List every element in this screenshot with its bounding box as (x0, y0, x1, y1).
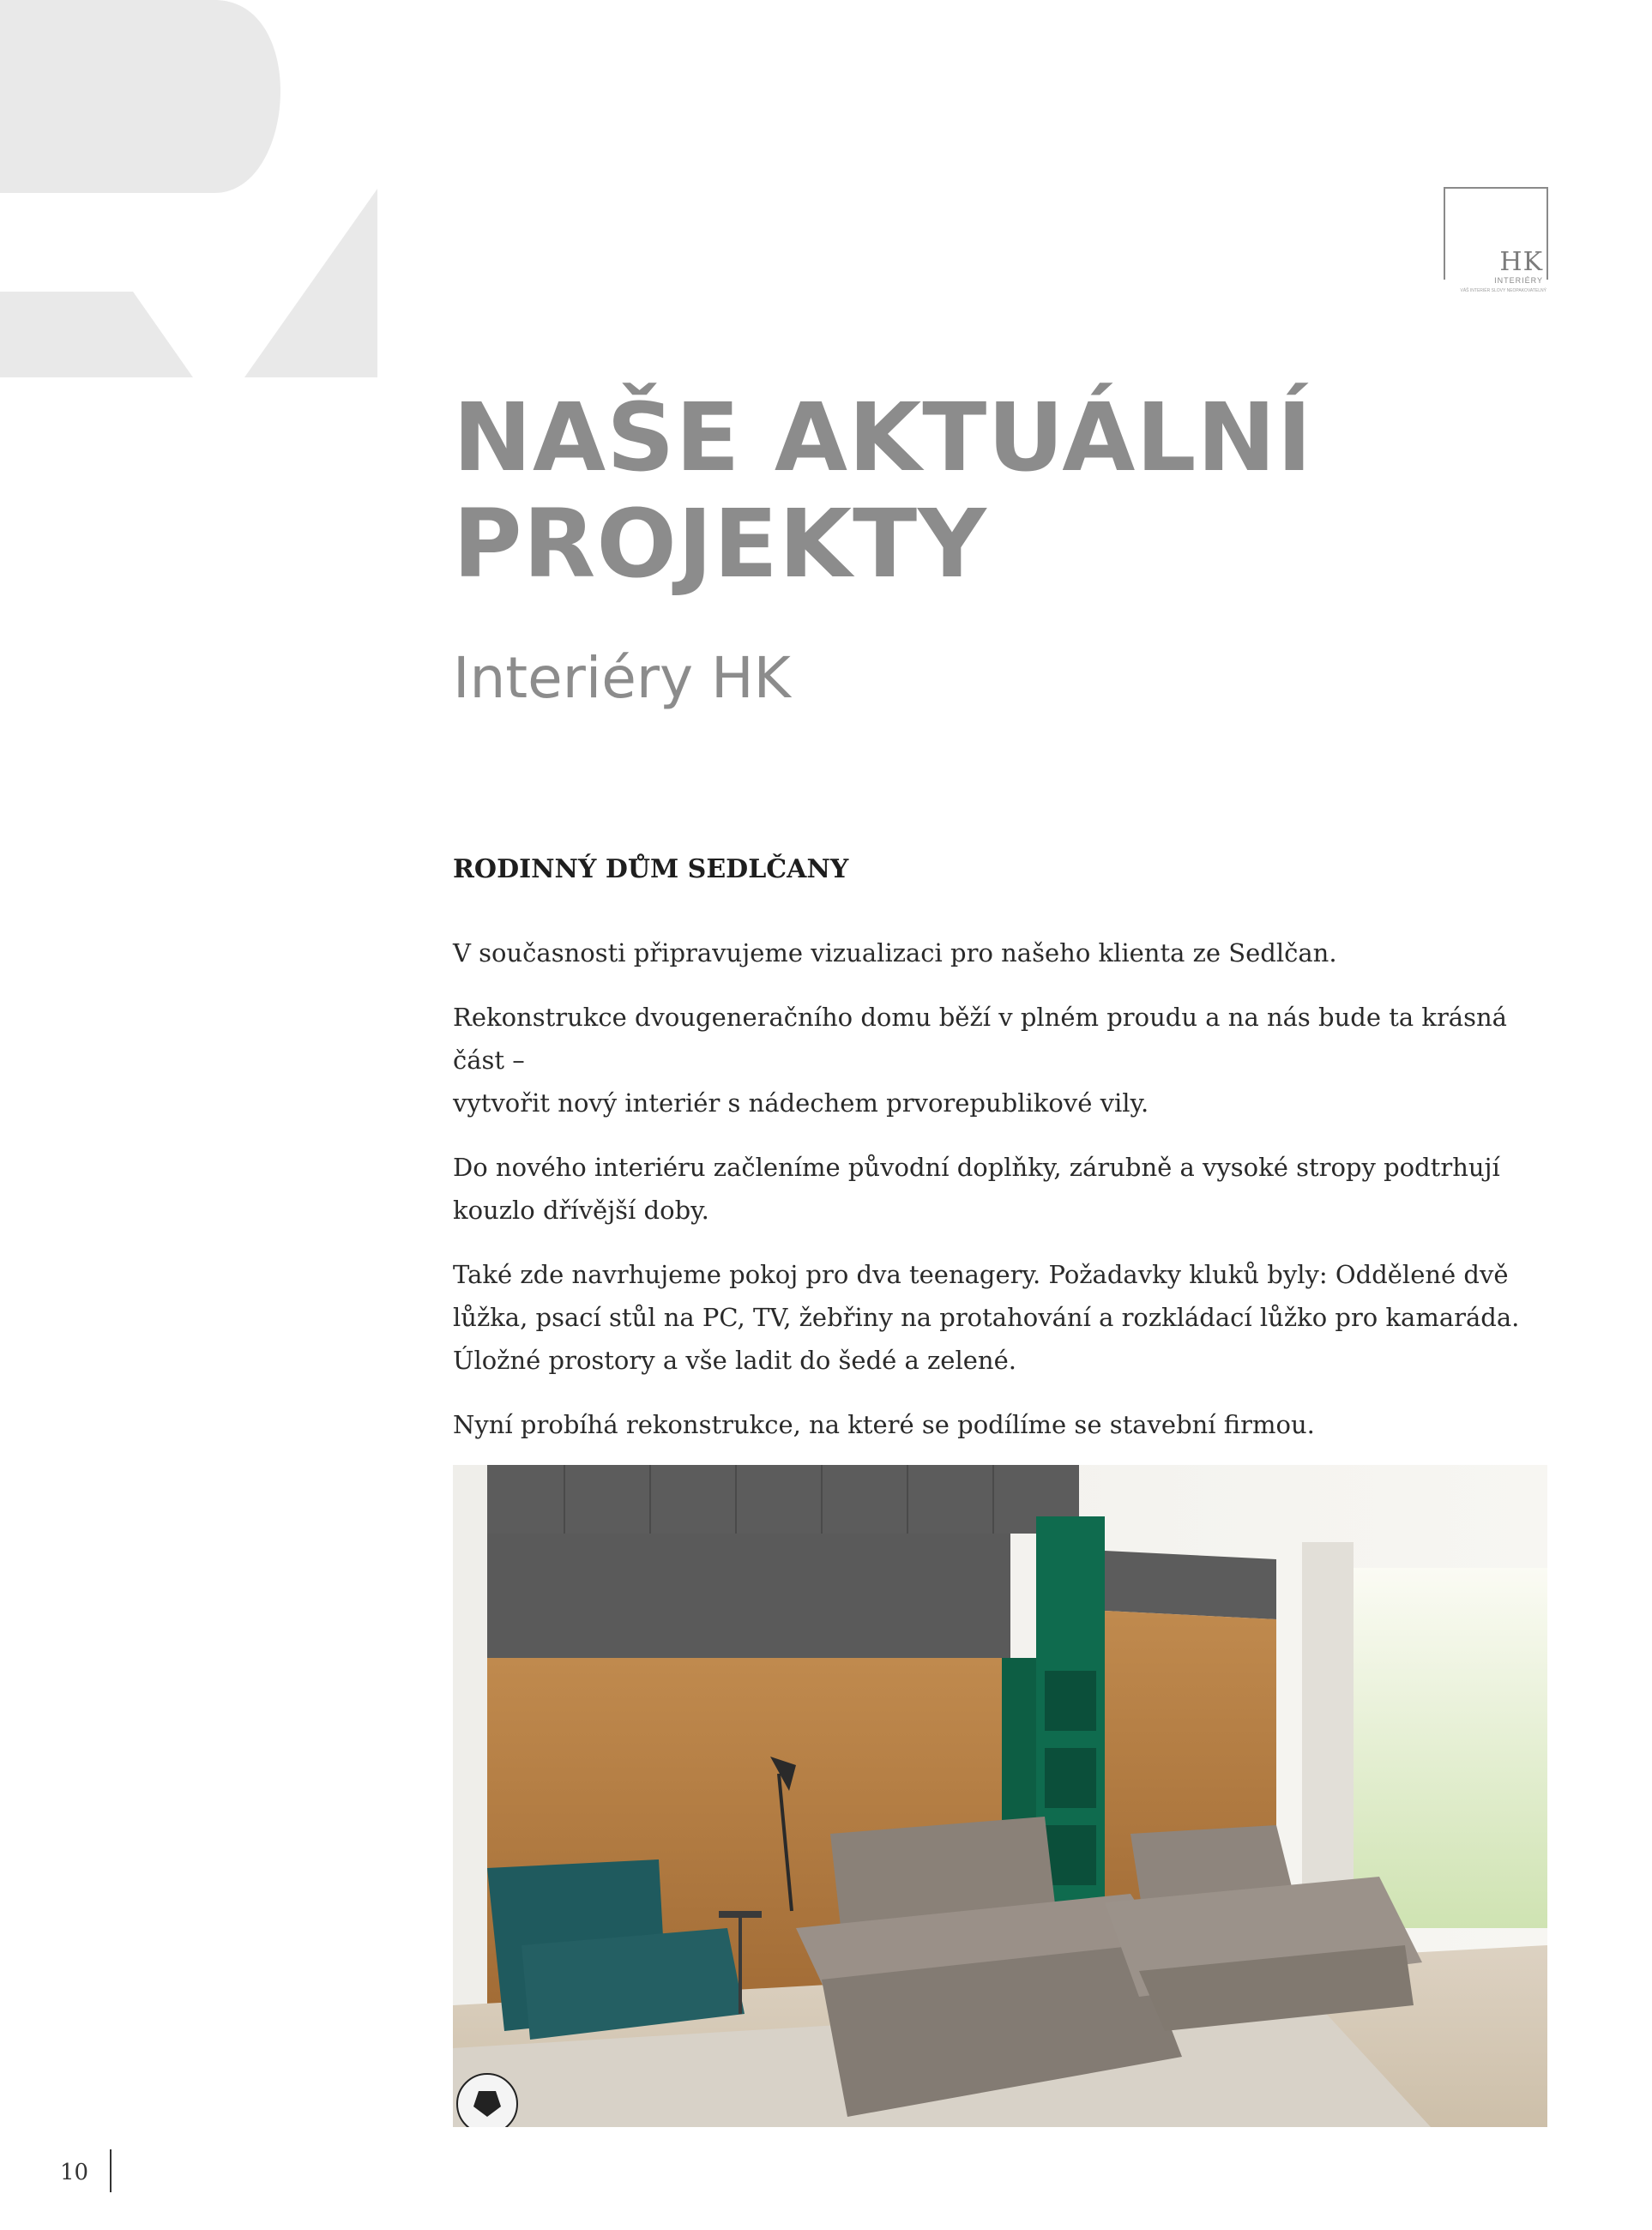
text-line: Rekonstrukce dvougeneračního domu běží v plném proudu a na nás bude ta krásná část – (453, 1003, 1507, 1075)
text-line: Nyní probíhá rekonstrukce, na které se podílíme se stavební firmou. (453, 1410, 1315, 1439)
page-number: 10 (60, 2160, 89, 2185)
text-line: lůžka, psací stůl na PC, TV, žebřiny na protahování a rozkládací lůžko pro kamaráda. (453, 1303, 1520, 1332)
hk-interiery-logo (1444, 187, 1548, 298)
page-subtitle: Interiéry HK (453, 645, 791, 711)
title-line: PROJEKTY (453, 489, 987, 599)
text-line: kouzlo dřívější doby. (453, 1196, 709, 1225)
text-line: V současnosti připravujeme vizualizaci pro našeho klienta ze Sedlčan. (453, 938, 1337, 967)
background-letter-graphic (0, 0, 377, 377)
paragraph (453, 1146, 1559, 1232)
title-line: NAŠE AKTUÁLNÍ (453, 383, 1313, 492)
section-body (453, 931, 1559, 1468)
paragraph (453, 1403, 1559, 1446)
page-title (453, 384, 1312, 597)
text-line: Úložné prostory a vše ladit do šedé a zelené. (453, 1346, 1016, 1375)
text-line: vytvořit nový interiér s nádechem prvorepublikové vily. (453, 1088, 1149, 1118)
text-line: Také zde navrhujeme pokoj pro dva teenagery. Požadavky kluků byly: Oddělené dvě (453, 1260, 1509, 1289)
paragraph (453, 996, 1559, 1124)
section-heading: RODINNÝ DŮM SEDLČANY (453, 854, 849, 884)
bedroom-visualization-image (453, 1465, 1547, 2127)
paragraph (453, 931, 1559, 974)
text-line: Do nového interiéru začleníme původní doplňky, zárubně a vysoké stropy podtrhují (453, 1153, 1500, 1182)
logo-mark: HK (1499, 247, 1543, 277)
paragraph (453, 1253, 1559, 1382)
page-number-divider (110, 2149, 112, 2192)
logo-subtitle: INTERIÉRY (1494, 276, 1543, 285)
logo-tagline: VÁŠ INTERIÉR SLOVY NEOPAKOVATELNÝ (1460, 288, 1546, 293)
